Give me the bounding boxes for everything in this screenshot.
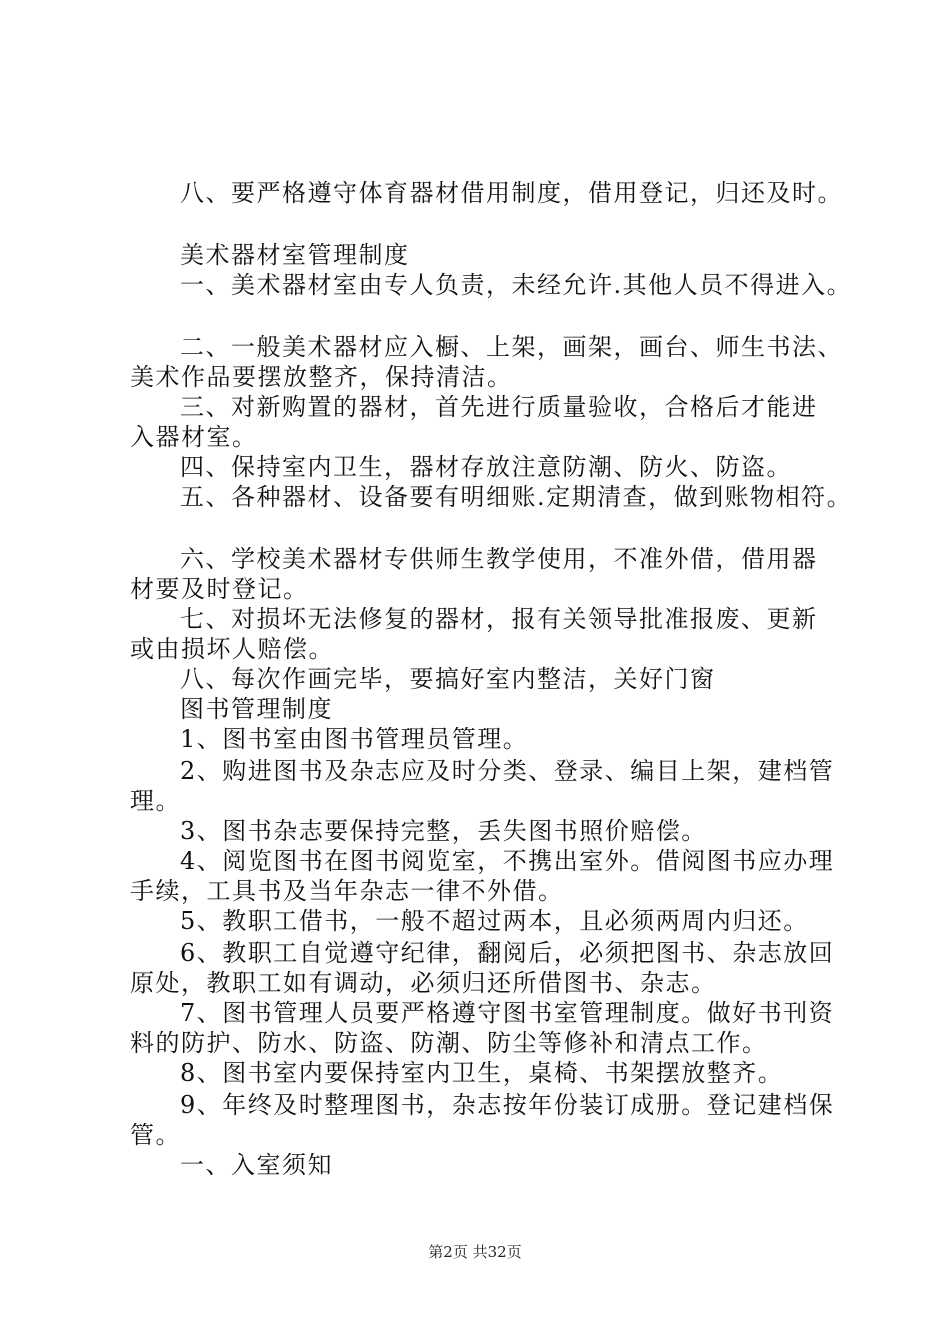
paragraph-line: 或由损坏人赔偿。 [130,635,334,663]
paragraph-line: 五、各种器材、设备要有明细账.定期清查，做到账物相符。 [180,483,853,511]
paragraph-line: 7、图书管理人员要严格遵守图书室管理制度。做好书刊资 [180,999,835,1027]
paragraph-line: 一、美术器材室由专人负责，未经允许.其他人员不得进入。 [180,271,853,299]
section-title: 一、入室须知 [180,1151,333,1179]
paragraph-line: 四、保持室内卫生，器材存放注意防潮、防火、防盗。 [180,453,792,481]
paragraph-line: 美术作品要摆放整齐，保持清洁。 [130,363,513,391]
section-title: 图书管理制度 [180,695,333,723]
paragraph-line: 2、购进图书及杂志应及时分类、登录、编目上架，建档管 [180,757,835,785]
paragraph-line: 4、阅览图书在图书阅览室，不携出室外。借阅图书应办理 [180,847,835,875]
paragraph-line: 3、图书杂志要保持完整，丢失图书照价赔偿。 [180,817,707,845]
page-number-footer: 第2页 共32页 [428,1243,522,1261]
paragraph-line: 5、教职工借书，一般不超过两本，且必须两周内归还。 [180,907,809,935]
paragraph-line: 9、年终及时整理图书，杂志按年份装订成册。登记建档保 [180,1091,835,1119]
paragraph-line: 8、图书室内要保持室内卫生，桌椅、书架摆放整齐。 [180,1059,784,1087]
paragraph-line: 八、每次作画完毕，要搞好室内整洁，关好门窗 [180,665,716,693]
paragraph-line: 八、要严格遵守体育器材借用制度，借用登记，归还及时。 [180,179,843,207]
paragraph-line: 材要及时登记。 [130,575,309,603]
paragraph-line: 管。 [130,1121,181,1149]
paragraph-line: 原处，教职工如有调动，必须归还所借图书、杂志。 [130,969,717,997]
paragraph-line: 手续，工具书及当年杂志一律不外借。 [130,877,564,905]
paragraph-line: 六、学校美术器材专供师生教学使用，不准外借，借用器 [180,545,818,573]
paragraph-line: 七、对损坏无法修复的器材，报有关领导批准报废、更新 [180,605,818,633]
paragraph-line: 理。 [130,787,181,815]
section-title: 美术器材室管理制度 [180,241,410,269]
paragraph-line: 1、图书室由图书管理员管理。 [180,725,529,753]
paragraph-line: 料的防护、防水、防盗、防潮、防尘等修补和清点工作。 [130,1029,768,1057]
paragraph-line: 入器材室。 [130,423,258,451]
paragraph-line: 6、教职工自觉遵守纪律，翻阅后，必须把图书、杂志放回 [180,939,835,967]
paragraph-line: 二、一般美术器材应入橱、上架，画架，画台、师生书法、 [180,333,843,361]
paragraph-line: 三、对新购置的器材，首先进行质量验收，合格后才能进 [180,393,818,421]
